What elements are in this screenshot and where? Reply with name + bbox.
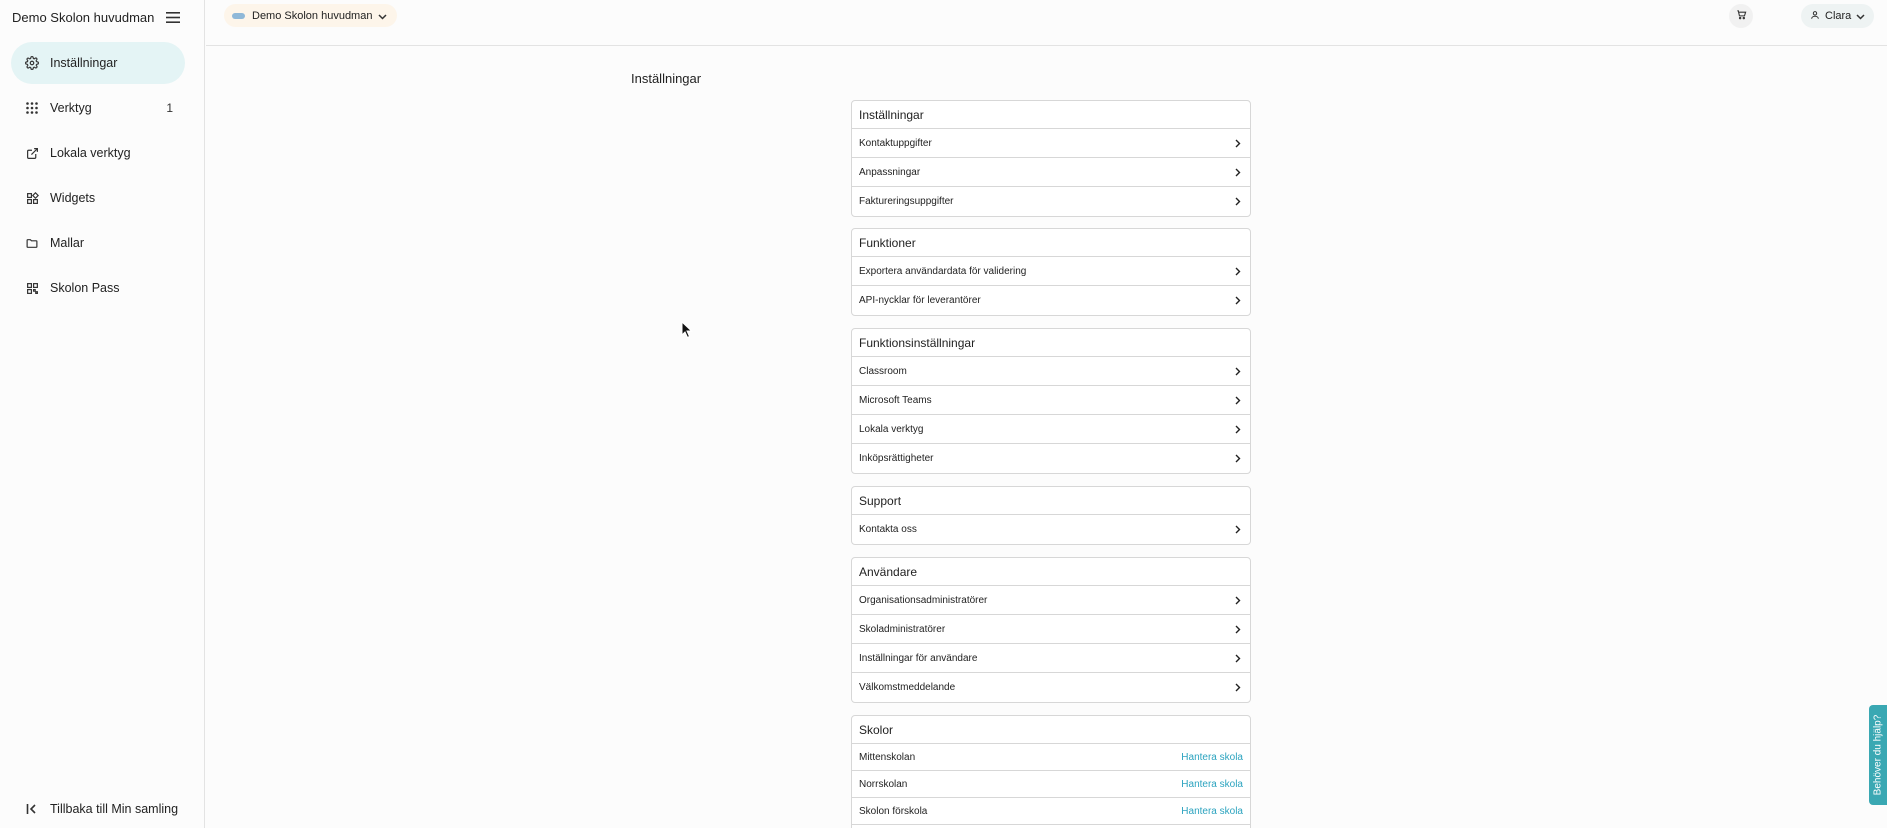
- help-tab[interactable]: [1869, 705, 1887, 805]
- manage-school-link[interactable]: Hantera skola: [1181, 778, 1243, 790]
- hamburger-menu-icon[interactable]: [164, 8, 182, 26]
- sidebar-item-label: Widgets: [50, 191, 96, 205]
- sidebar-item-lokala-verktyg[interactable]: [11, 132, 185, 174]
- chevron-right-icon: [1233, 266, 1243, 276]
- settings-row-microsoft-teams[interactable]: [852, 386, 1250, 415]
- sidebar-item-widgets[interactable]: [11, 177, 185, 219]
- external-link-icon: [24, 145, 40, 161]
- sidebar-item-label: Skolon Pass: [50, 281, 120, 295]
- manage-school-link[interactable]: Hantera skola: [1181, 751, 1243, 763]
- settings-row-installningar-for-anvandare[interactable]: [852, 644, 1250, 673]
- sidebar-header: [12, 6, 182, 28]
- section-title: Support: [852, 487, 1250, 515]
- chevron-right-icon: [1233, 454, 1243, 464]
- settings-row-inkopsrattigheter[interactable]: [852, 444, 1250, 473]
- sidebar-item-skolon-pass[interactable]: [11, 267, 185, 309]
- row-label: Välkomstmeddelande: [859, 682, 956, 693]
- chevron-right-icon: [1233, 624, 1243, 634]
- row-label: Kontaktuppgifter: [859, 137, 932, 149]
- org-selector-label: Demo Skolon huvudman: [252, 9, 373, 22]
- grid-icon: [24, 100, 40, 116]
- sidebar-item-installningar[interactable]: [11, 42, 185, 84]
- settings-row-valkomstmeddelande[interactable]: [852, 673, 1250, 702]
- section-skolor: [851, 715, 1251, 828]
- settings-row-classroom[interactable]: [852, 357, 1250, 386]
- back-to-collection-link[interactable]: [24, 801, 178, 817]
- chevron-right-icon: [1233, 683, 1243, 693]
- row-label: Skoladministratörer: [859, 623, 946, 635]
- org-logo-icon: [232, 13, 245, 19]
- topbar: [206, 0, 1887, 46]
- school-row-skolon-forskola: [852, 798, 1250, 825]
- sidebar-nav: [11, 42, 185, 312]
- row-label: Exportera användardata för validering: [859, 265, 1027, 277]
- section-funktioner: [851, 228, 1251, 316]
- section-title: Inställningar: [852, 101, 1250, 129]
- chevron-right-icon: [1233, 366, 1243, 376]
- mouse-cursor-icon: [681, 321, 693, 339]
- help-tab-label: Behöver du hjälp?: [1872, 714, 1884, 796]
- row-label: Lokala verktyg: [859, 423, 924, 435]
- row-label: Organisationsadministratörer: [859, 594, 988, 606]
- chevron-right-icon: [1233, 138, 1243, 148]
- widgets-icon: [24, 190, 40, 206]
- sidebar: [0, 0, 205, 828]
- sidebar-org-name: Demo Skolon huvudman: [12, 9, 155, 25]
- sidebar-item-verktyg[interactable]: [11, 87, 185, 129]
- settings-row-kontakta-oss[interactable]: [852, 515, 1250, 544]
- school-name: Norrskolan: [859, 778, 908, 790]
- section-anvandare: [851, 557, 1251, 703]
- section-title: Användare: [852, 558, 1250, 586]
- sidebar-item-label: Verktyg: [50, 101, 92, 115]
- cart-icon: [1736, 7, 1747, 25]
- row-label: Classroom: [859, 365, 907, 377]
- settings-row-lokala-verktyg[interactable]: [852, 415, 1250, 444]
- sidebar-item-label: Mallar: [50, 236, 85, 250]
- section-installningar: [851, 100, 1251, 217]
- section-title: Skolor: [852, 716, 1250, 744]
- page-title: Inställningar: [631, 71, 702, 86]
- chevron-right-icon: [1233, 653, 1243, 663]
- sidebar-item-mallar[interactable]: [11, 222, 185, 264]
- org-selector[interactable]: [224, 4, 397, 27]
- chevron-down-icon: [378, 7, 387, 25]
- school-row-mittenskolan: [852, 744, 1250, 771]
- section-title: Funktionsinställningar: [852, 329, 1250, 357]
- sidebar-item-label: Inställningar: [50, 56, 118, 70]
- folder-icon: [24, 235, 40, 251]
- sidebar-item-label: Lokala verktyg: [50, 146, 131, 160]
- settings-row-api-nycklar[interactable]: [852, 286, 1250, 315]
- qr-icon: [24, 280, 40, 296]
- chevron-right-icon: [1233, 167, 1243, 177]
- chevron-right-icon: [1233, 197, 1243, 207]
- section-title: Funktioner: [852, 229, 1250, 257]
- row-label: Microsoft Teams: [859, 394, 932, 406]
- chevron-right-icon: [1233, 395, 1243, 405]
- chevron-right-icon: [1233, 424, 1243, 434]
- row-label: Inställningar för användare: [859, 652, 978, 664]
- sidebar-item-count: 1: [166, 101, 173, 115]
- manage-school-link[interactable]: Hantera skola: [1181, 805, 1243, 817]
- settings-row-kontaktuppgifter[interactable]: [852, 129, 1250, 158]
- section-support: [851, 486, 1251, 545]
- row-label: API-nycklar för leverantörer: [859, 295, 981, 306]
- school-row-norrskolan: [852, 771, 1250, 798]
- back-label: Tillbaka till Min samling: [50, 802, 179, 816]
- chevron-down-icon: [1856, 7, 1865, 25]
- settings-row-anpassningar[interactable]: [852, 158, 1250, 187]
- school-name: Skolon förskola: [859, 805, 928, 817]
- row-label: Inköpsrättigheter: [859, 453, 934, 464]
- user-icon: [1810, 7, 1820, 25]
- school-name: Mittenskolan: [859, 751, 916, 763]
- user-name: Clara: [1825, 10, 1852, 22]
- row-label: Kontakta oss: [859, 524, 917, 535]
- gear-icon: [24, 55, 40, 71]
- row-label: Anpassningar: [859, 166, 921, 178]
- settings-row-skoladministratorer[interactable]: [852, 615, 1250, 644]
- section-funktionsinstallningar: [851, 328, 1251, 474]
- chevron-right-icon: [1233, 296, 1243, 306]
- user-menu[interactable]: [1801, 4, 1874, 28]
- collapse-left-icon: [24, 801, 40, 817]
- row-label: Faktureringsuppgifter: [859, 196, 954, 207]
- chevron-right-icon: [1233, 595, 1243, 605]
- settings-row-organisationsadministratorer[interactable]: [852, 586, 1250, 615]
- settings-row-faktureringsuppgifter[interactable]: [852, 187, 1250, 216]
- settings-row-exportera-anvandardata[interactable]: [852, 257, 1250, 286]
- cart-button[interactable]: [1729, 4, 1753, 28]
- chevron-right-icon: [1233, 525, 1243, 535]
